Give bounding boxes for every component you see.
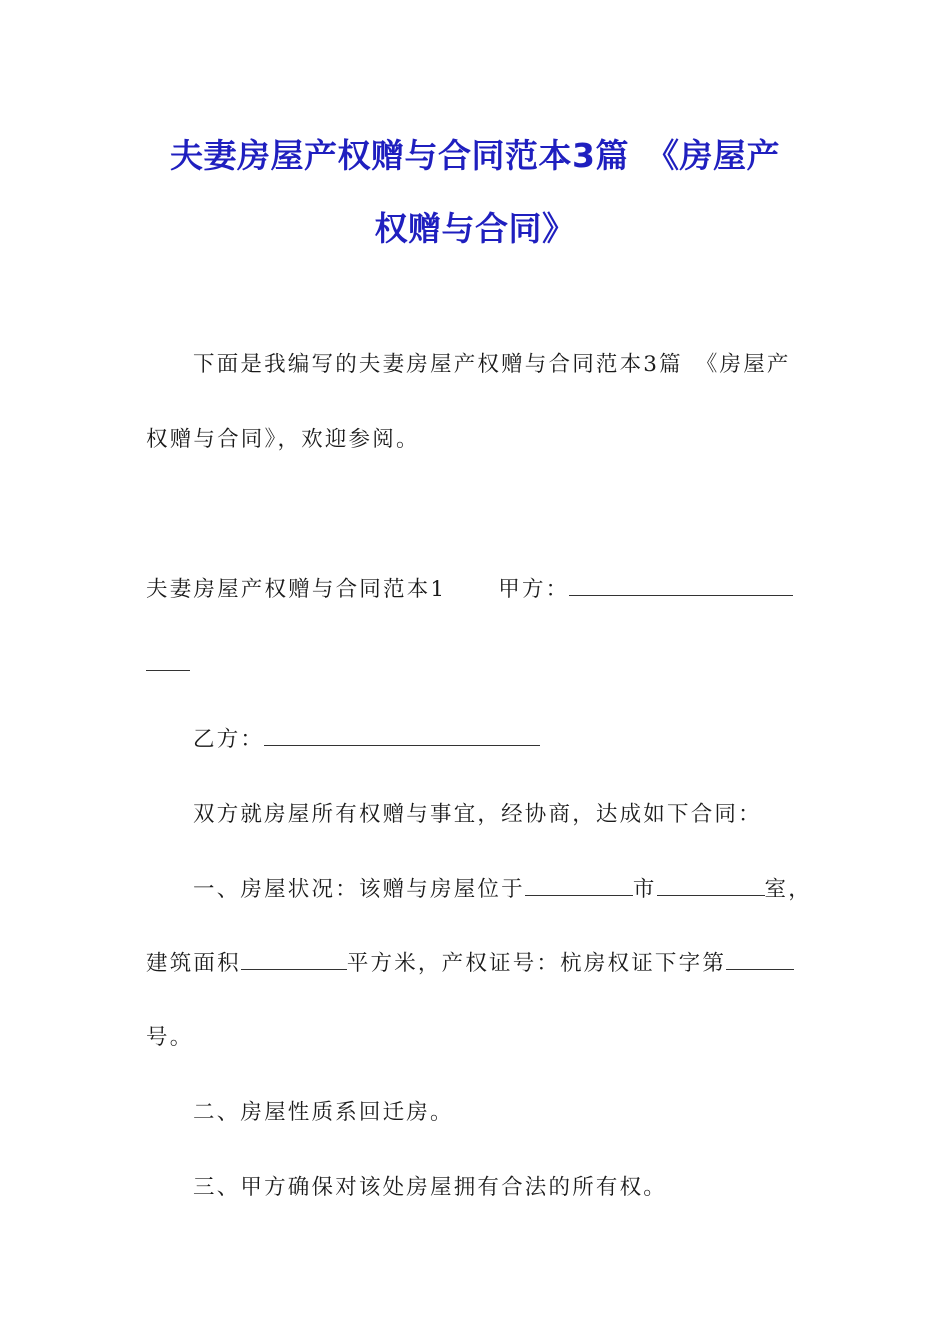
clause-2: 二、房屋性质系回迁房。: [193, 1100, 454, 1125]
section-1-heading-line: [146, 572, 793, 603]
clause-1-room: 室，: [764, 877, 812, 902]
clause-1-line-2: [146, 946, 794, 977]
document-title-line-1: 夫妻房屋产权赠与合同范本3篇 《房屋产: [170, 136, 780, 175]
clause-1-line-1: [193, 872, 812, 903]
clause-1-line-3: 号。: [146, 1025, 194, 1050]
room-blank: [657, 872, 765, 896]
party-b-label: 乙方：: [193, 727, 265, 752]
document-title-line-2: 权赠与合同》: [374, 209, 576, 248]
section-1-heading: 夫妻房屋产权赠与合同范本1: [146, 577, 447, 602]
party-a-label: 甲方：: [498, 577, 570, 602]
party-a-blank-continuation-line: [146, 647, 190, 677]
party-b-blank: [264, 722, 540, 746]
clause-3: 三、甲方确保对该处房屋拥有合法的所有权。: [193, 1175, 668, 1200]
party-b-line: [193, 722, 540, 753]
city-blank: [525, 872, 633, 896]
party-a-blank-continuation: [146, 647, 190, 671]
clause-1-area-unit: 平方米，产权证号：杭房权证下字第: [346, 951, 727, 976]
clause-1-city: 市: [632, 877, 657, 902]
certificate-number-blank: [726, 946, 794, 970]
clause-1-prefix: 一、房屋状况：该赠与房屋位于: [193, 877, 525, 902]
party-a-blank: [569, 572, 793, 596]
clause-1-area-label: 建筑面积: [146, 951, 241, 976]
intro-line-2: 权赠与合同》，欢迎参阅。: [146, 427, 420, 452]
agreement-statement: 双方就房屋所有权赠与事宜，经协商，达成如下合同：: [193, 802, 762, 827]
intro-line-1: 下面是我编写的夫妻房屋产权赠与合同范本3篇 《房屋产: [193, 352, 791, 377]
area-blank: [241, 946, 347, 970]
